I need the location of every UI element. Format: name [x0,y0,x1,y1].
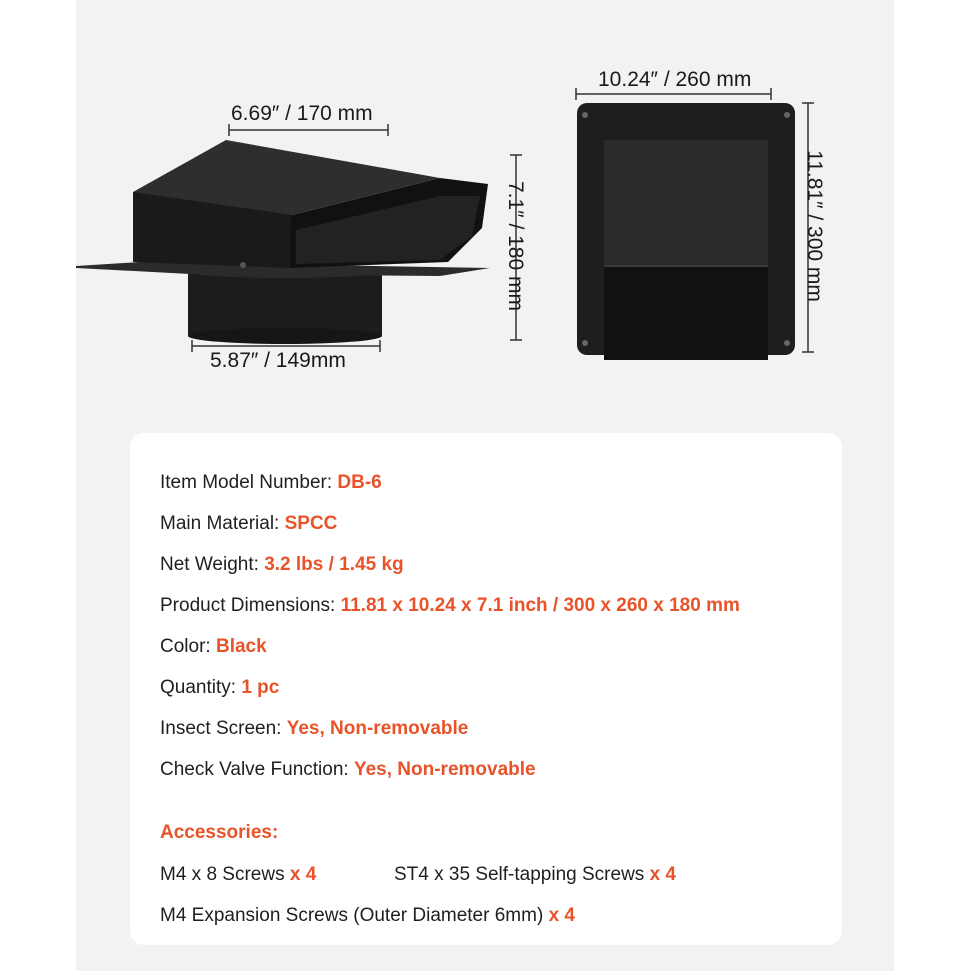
spec-check-valve: Check Valve Function: Yes, Non-removable [160,759,536,780]
spec-material: Main Material: SPCC [160,513,338,534]
accessory-item: M4 Expansion Screws (Outer Diameter 6mm) x 4 [160,905,575,926]
spec-weight: Net Weight: 3.2 lbs / 1.45 kg [160,554,404,575]
vent-cap-side-view [76,140,490,344]
spec-model: Item Model Number: DB-6 [160,472,382,493]
plate-height-label: 11.81″ / 300 mm [802,150,826,302]
spec-quantity: Quantity: 1 pc [160,677,280,698]
spec-dimensions: Product Dimensions: 11.81 x 10.24 x 7.1 inch / 300 x 260 x 180 mm [160,595,740,616]
spec-color: Color: Black [160,636,267,657]
bottom-width-label: 5.87″ / 149mm [210,349,346,372]
accessory-item: M4 x 8 Screws x 4 [160,864,317,885]
vent-cap-front-view [577,103,795,360]
plate-width-label: 10.24″ / 260 mm [598,68,752,91]
top-width-label: 6.69″ / 170 mm [231,102,373,125]
accessory-item: ST4 x 35 Self-tapping Screws x 4 [394,864,676,885]
height-label: 7.1″ / 180 mm [504,181,527,311]
spec-insect-screen: Insect Screen: Yes, Non-removable [160,718,469,739]
accessories-title: Accessories: [160,822,279,843]
